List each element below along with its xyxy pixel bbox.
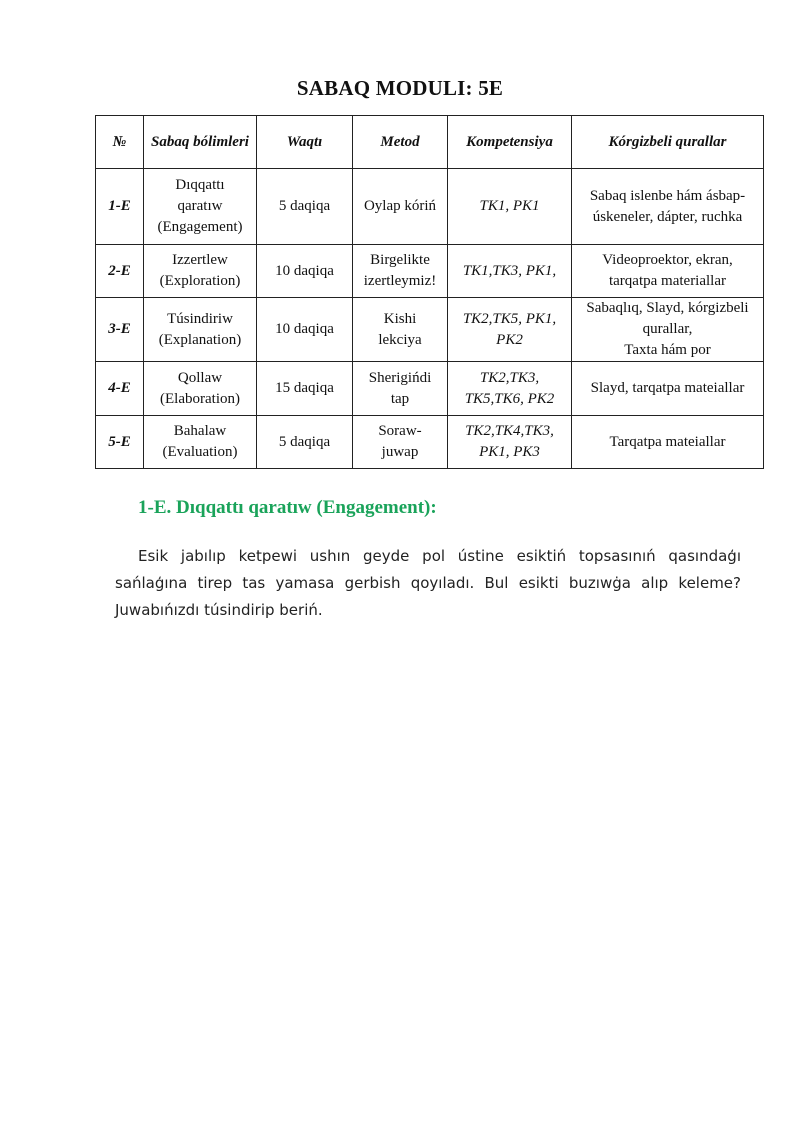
row-time: 5 daqiqa <box>257 416 353 469</box>
header-time: Waqtı <box>257 116 353 169</box>
row-section: Bahalaw (Evaluation) <box>144 416 257 469</box>
row-method: Birgelikte izertleymiz! <box>353 245 448 298</box>
row-visual-aids: Sabaqlıq, Slayd, kórgizbeli qurallar, Taxta hám por <box>572 298 764 362</box>
row-number: 5-E <box>96 416 144 469</box>
section-heading: 1-E. Dıqqattı qaratıw (Engagement): <box>138 497 437 518</box>
header-number: № <box>96 116 144 169</box>
module-table <box>95 115 764 469</box>
row-section: Izzertlew (Exploration) <box>144 245 257 298</box>
header-visual-aids: Kórgizbeli qurallar <box>572 116 764 169</box>
header-method: Metod <box>353 116 448 169</box>
row-method: Oylap kóriń <box>353 169 448 245</box>
row-number: 1-E <box>96 169 144 245</box>
row-competence: TK2,TK5, PK1, PK2 <box>448 298 572 362</box>
row-method: Sherigińdi tap <box>353 362 448 416</box>
row-method: Soraw- juwap <box>353 416 448 469</box>
row-section: Túsindiriw (Explanation) <box>144 298 257 362</box>
row-time: 10 daqiqa <box>257 298 353 362</box>
row-time: 10 daqiqa <box>257 245 353 298</box>
row-time: 5 daqiqa <box>257 169 353 245</box>
header-sections: Sabaq bólimleri <box>144 116 257 169</box>
header-competence: Kompetensiya <box>448 116 572 169</box>
table-row <box>96 416 764 469</box>
row-competence: TK2,TK3, TK5,TK6, PK2 <box>448 362 572 416</box>
row-method: Kishi lekciya <box>353 298 448 362</box>
row-visual-aids: Tarqatpa mateiallar <box>572 416 764 469</box>
row-number: 3-E <box>96 298 144 362</box>
row-competence: TK1, PK1 <box>448 169 572 245</box>
body-paragraph: Esik jabılıp ketpewi ushın geyde pol ústine esiktiń topsasınıń qasındaģı sańlaģına tirep tas yamasa gerbish qoyıladı. Bul esikti buzıwġa alıp keleme? Juwabıńızdı túsindirip beriń. <box>115 547 741 619</box>
row-section: Qollaw (Elaboration) <box>144 362 257 416</box>
row-visual-aids: Sabaq islenbe hám ásbap- úskeneler, dápter, ruchka <box>572 169 764 245</box>
row-visual-aids: Slayd, tarqatpa mateiallar <box>572 362 764 416</box>
row-section: Dıqqattı qaratıw (Engagement) <box>144 169 257 245</box>
row-competence: TK2,TK4,TK3, PK1, PK3 <box>448 416 572 469</box>
page-title: SABAQ MODULI: 5E <box>296 76 504 100</box>
row-visual-aids: Videoproektor, ekran, tarqatpa materiallar <box>572 245 764 298</box>
table-row <box>96 298 764 362</box>
row-competence: TK1,TK3, PK1, <box>448 245 572 298</box>
row-time: 15 daqiqa <box>257 362 353 416</box>
table-row <box>96 245 764 298</box>
table-row <box>96 169 764 245</box>
table-header-row <box>96 116 764 169</box>
table-row <box>96 362 764 416</box>
row-number: 2-E <box>96 245 144 298</box>
row-number: 4-E <box>96 362 144 416</box>
